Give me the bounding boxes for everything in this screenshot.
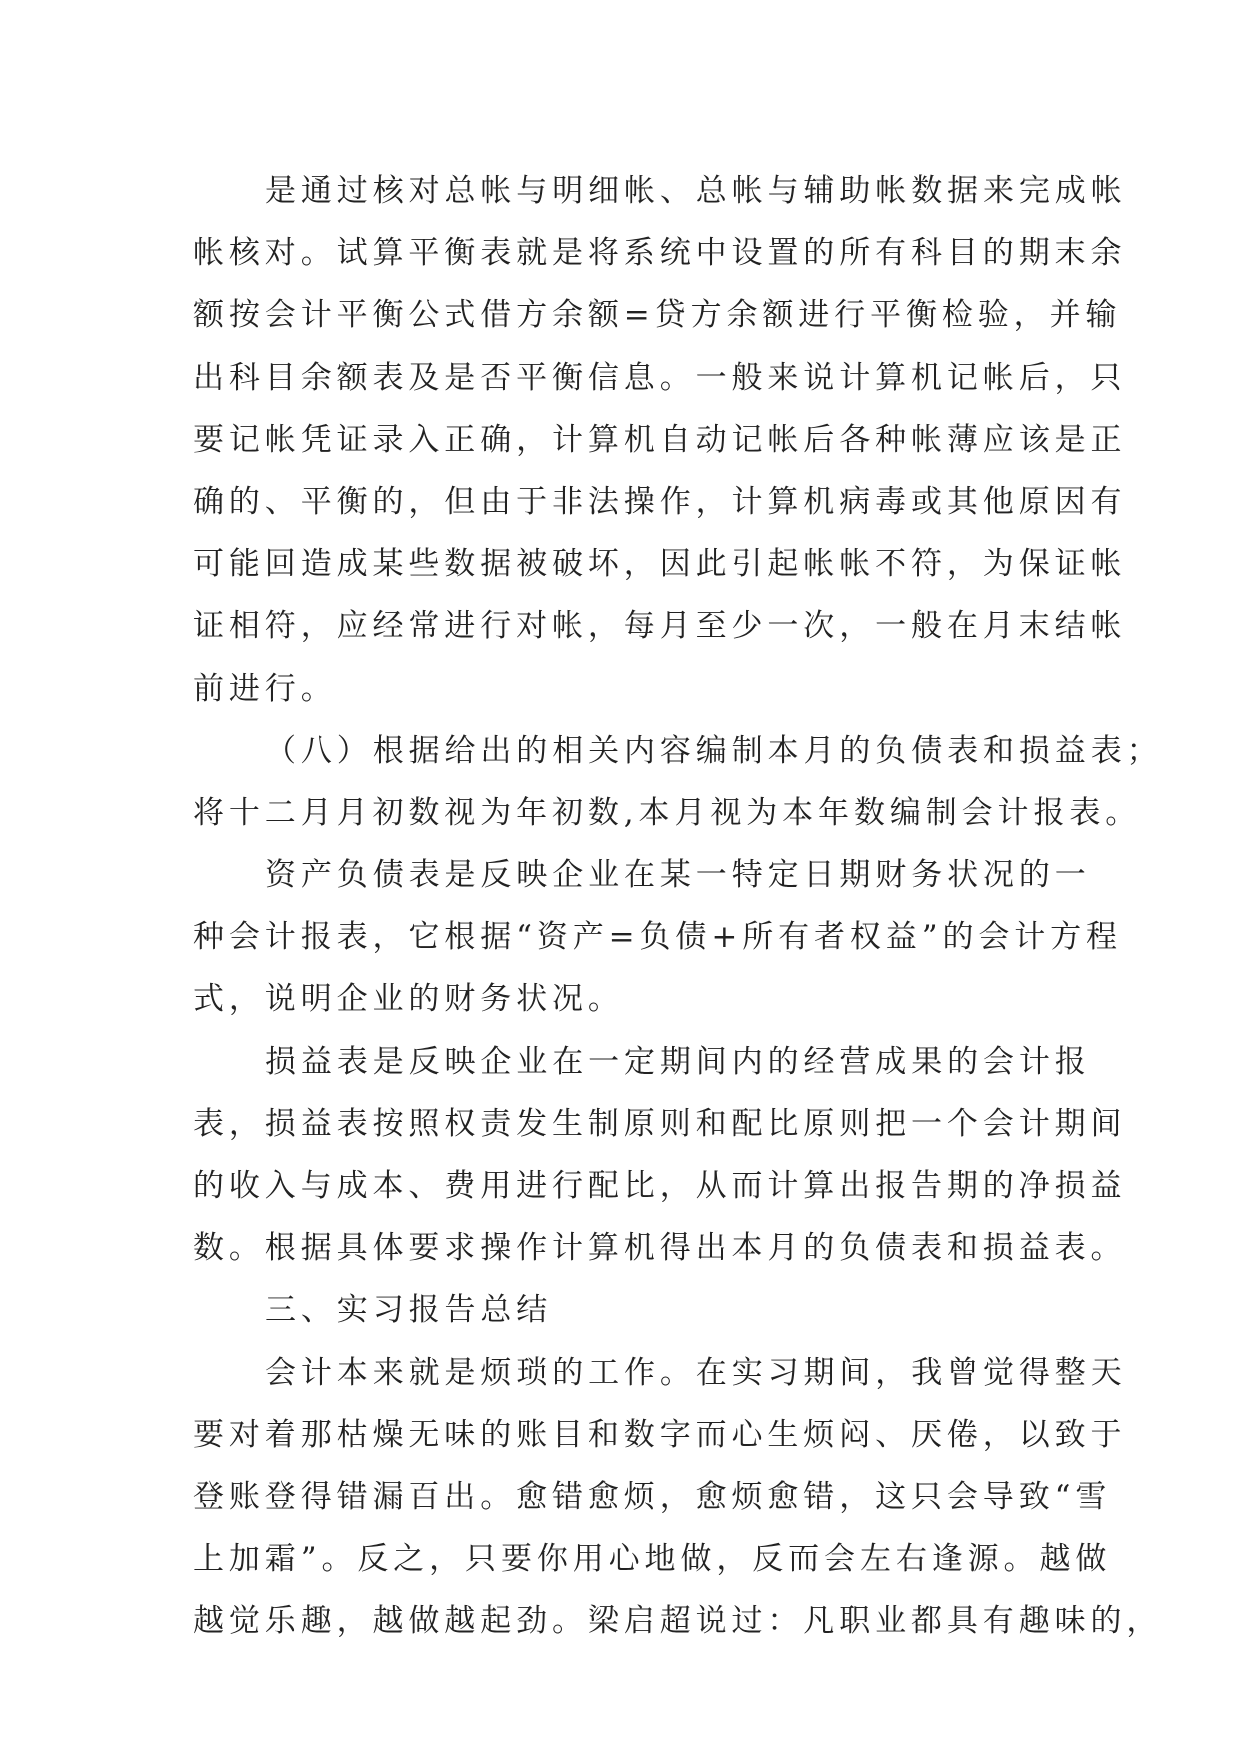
paragraph-line: 会计本来就是烦琐的工作。在实习期间，我曾觉得整天 [265,1354,1127,1391]
paragraph-line: 将十二月月初数视为年初数,本月视为本年数编制会计报表。 [193,794,1142,831]
paragraph-line: 前进行。 [193,670,337,707]
paragraph-line: 可能回造成某些数据被破坏，因此引起帐帐不符，为保证帐 [193,546,1127,583]
section-heading: 三、实习报告总结 [265,1292,553,1329]
paragraph-line: 数。根据具体要求操作计算机得出本月的负债表和损益表。 [193,1230,1127,1267]
paragraph-line: 的收入与成本、费用进行配比，从而计算出报告期的净损益 [193,1168,1127,1204]
paragraph-line: 帐核对。试算平衡表就是将系统中设置的所有科目的期末余 [193,235,1127,272]
paragraph-line: 损益表是反映企业在一定期间内的经营成果的会计报 [265,1043,1091,1080]
paragraph-line: 额按会计平衡公式借方余额=贷方余额进行平衡检验，并输 [193,297,1122,334]
paragraph-line: 登账登得错漏百出。愈错愈烦，愈烦愈错，这只会导致“雪 [193,1478,1112,1515]
paragraph-line: 要对着那枯燥无味的账目和数字而心生烦闷、厌倦，以致于 [193,1416,1127,1453]
paragraph-line: 种会计报表，它根据“资产=负债+所有者权益”的会计方程 [193,919,1122,956]
paragraph-line: 资产负债表是反映企业在某一特定日期财务状况的一 [265,857,1091,894]
paragraph-line: 出科目余额表及是否平衡信息。一般来说计算机记帐后，只 [193,359,1127,396]
paragraph-line: 表，损益表按照权责发生制原则和配比原则把一个会计期间 [193,1105,1127,1142]
paragraph-line: 上加霜”。反之，只要你用心地做，反而会左右逢源。越做 [193,1541,1112,1578]
document-body [193,160,1163,1653]
paragraph-line: 确的、平衡的，但由于非法操作，计算机病毒或其他原因有 [193,483,1127,520]
paragraph-line: 越觉乐趣，越做越起劲。梁启超说过：凡职业都具有趣味的， [193,1603,1163,1640]
paragraph-line: 证相符，应经常进行对帐，每月至少一次，一般在月末结帐 [193,608,1127,645]
paragraph-line: 式，说明企业的财务状况。 [193,981,624,1018]
paragraph-line: （八）根据给出的相关内容编制本月的负债表和损益表； [265,732,1163,769]
paragraph-line: 是通过核对总帐与明细帐、总帐与辅助帐数据来完成帐 [265,173,1127,209]
paragraph-line: 要记帐凭证录入正确，计算机自动记帐后各种帐薄应该是正 [193,421,1127,458]
